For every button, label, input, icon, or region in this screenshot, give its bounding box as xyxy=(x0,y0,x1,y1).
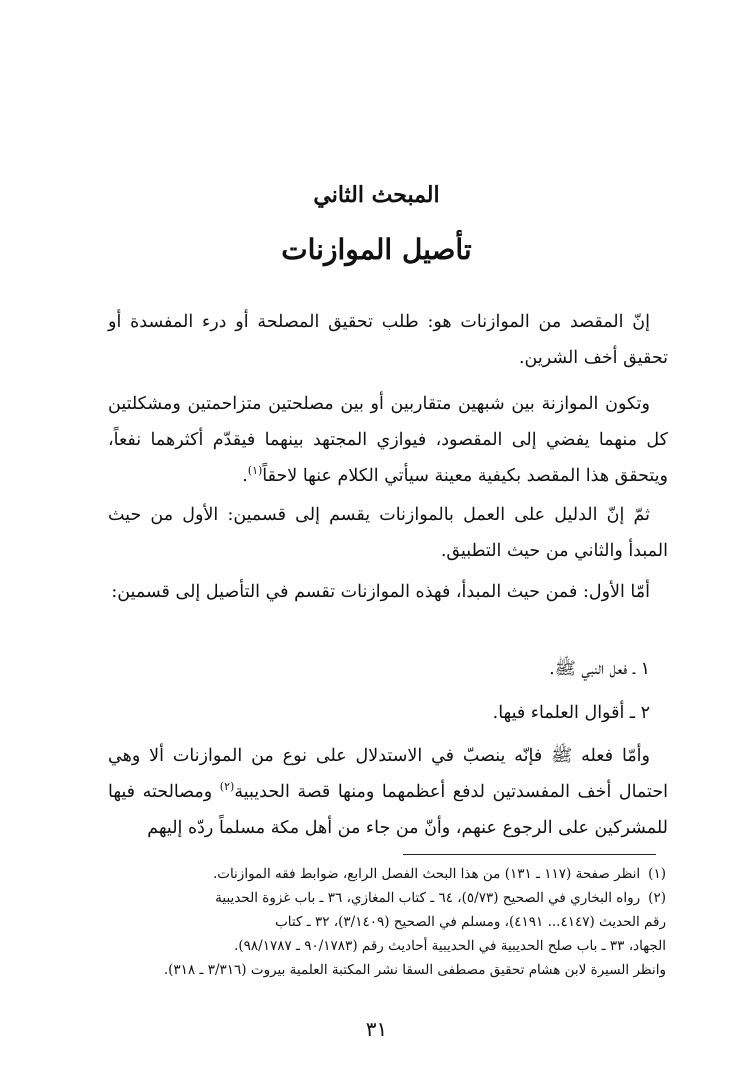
paragraph-evidence xyxy=(108,497,668,569)
paragraph-text xyxy=(108,738,668,846)
footnote-number: (٢) xyxy=(648,890,666,906)
section-title: المبحث الثاني xyxy=(313,182,440,208)
paragraph-text xyxy=(108,386,668,494)
page-number: ٣١ xyxy=(365,1017,388,1041)
paragraph-text: إنّ المقصد من الموازنات هو: طلب تحقيق المصلحة أو درء المفسدة أو تحقيق أخف الشرين. xyxy=(108,312,668,368)
paragraph-body: ومصالحته فيها للمشركين على الرجوع عنهم، وأنّ من جاء من أهل مكة مسلماً ردّه إليهم xyxy=(108,782,668,838)
footnote-ref: (٢) xyxy=(219,780,235,794)
footnote-ref: (١) xyxy=(247,464,263,478)
chapter-title: تأصيل الموازنات xyxy=(281,233,472,266)
footnotes xyxy=(120,862,666,982)
footnote-2-line: وانظر السيرة لابن هشام تحقيق مصطفى السقا نشر المكتبة العلمية بيروت (٣/٣١٦ ـ ٣١٨). xyxy=(163,962,666,978)
footnote-divider xyxy=(403,854,656,855)
footnote-2-line: الجهاد، ٣٣ ـ باب صلح الحديبية في الحديبية أحاديث رقم (٩٠/١٧٨٣ ـ ٩٨/١٧٨٧). xyxy=(234,938,666,954)
paragraph-end: . xyxy=(242,466,248,486)
paragraph-text: ثمّ إنّ الدليل على العمل بالموازنات يقسم إلى قسمين: الأول من حيث المبدأ والثاني من حيث التطبيق. xyxy=(108,505,668,561)
footnote-2 xyxy=(120,886,666,910)
paragraph-text: أمّا الأول: فمن حيث المبدأ، فهذه الموازنات تقسم في التأصيل إلى قسمين: xyxy=(111,582,650,602)
paragraph-first xyxy=(108,574,668,610)
paragraph-body: وأمّا فعله ﷺ فإنّه ينصبّ في الاستدلال على نوع من الموازنات ألا وهي احتمال أخف المفسدتين لدفع أعظمهما ومنها قصة الحديبية xyxy=(108,746,669,802)
paragraph-body: وتكون الموازنة بين شبهين متقاربين أو بين مصلحتين متزاحمتين ومشكلتين كل منهما يفضي إلى المقصود، فيوازي المجتهد بينهما فيقدّم أكثرهما نفعاً، ويتحقق هذا المقصد بكيفية معينة سيأتي الكلام عنها لاحقاً xyxy=(108,394,668,486)
list-item-1 xyxy=(108,651,668,687)
footnote-text: رواه البخاري في الصحيح (٥/٧٣)، ٦٤ ـ كتاب المغازي، ٣٦ ـ باب غزوة الحديبية xyxy=(215,890,641,906)
paragraph-prophet-action xyxy=(108,738,668,846)
footnote-text: انظر صفحة (١١٧ ـ ١٣١) من هذا البحث الفصل الرابع، ضوابط فقه الموازنات. xyxy=(212,866,641,882)
list-item-text: ١ ـ فعل النبي ﷺ. xyxy=(549,659,650,679)
list-item-2 xyxy=(108,695,668,731)
paragraph-balancing xyxy=(108,386,668,494)
footnote-1 xyxy=(120,862,666,886)
footnote-2-line: رقم الحديث (٤١٤٧... ٤١٩١)، ومسلم في الصحيح (٣/١٤٠٩)، ٣٢ ـ كتاب xyxy=(275,914,666,930)
list-item-text: ٢ ـ أقوال العلماء فيها. xyxy=(492,703,650,723)
paragraph-intro xyxy=(108,304,668,376)
footnote-number: (١) xyxy=(648,866,666,882)
